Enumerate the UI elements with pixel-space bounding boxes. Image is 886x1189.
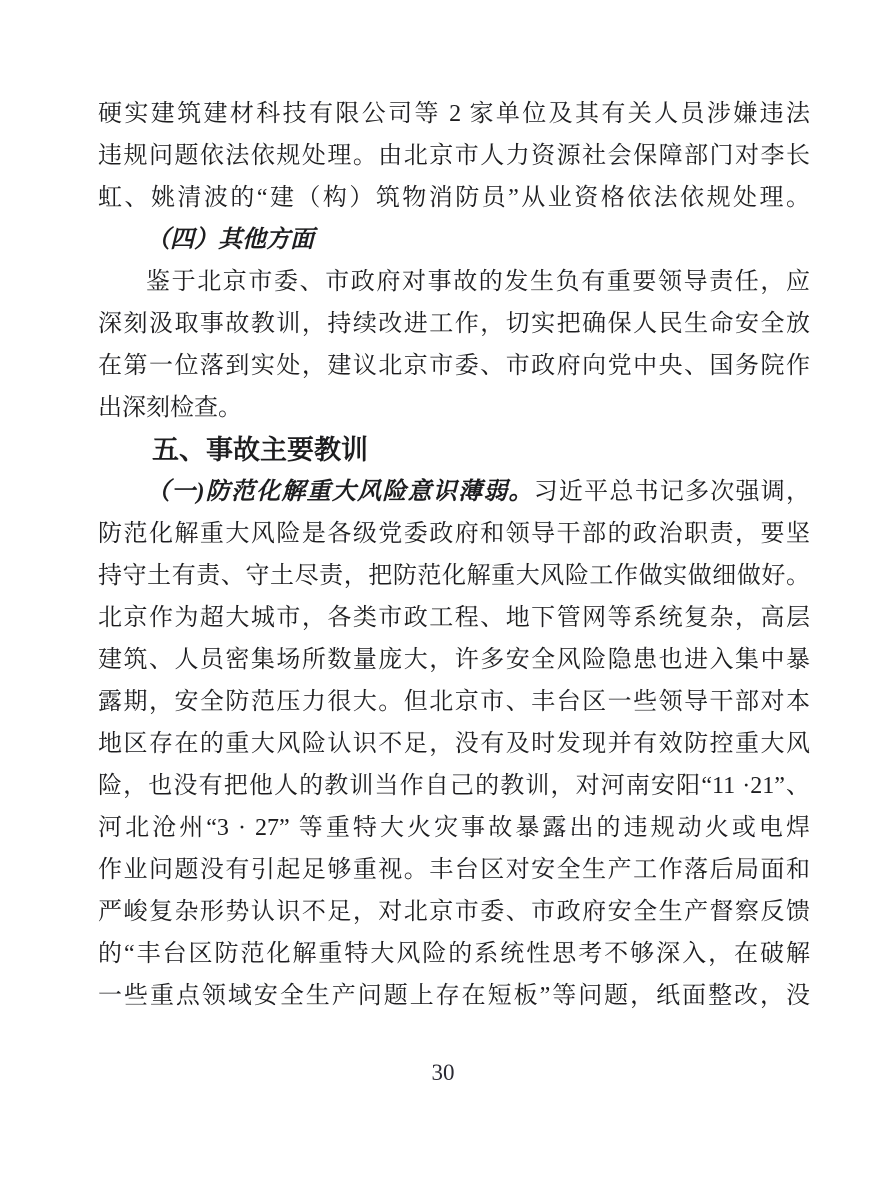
paragraph-continuation-penalties — [98, 93, 810, 219]
text-line: 的“丰台区防范化解重特大风险的系统性思考不够深入，在破解 — [98, 941, 810, 967]
text-line: （四）其他方面 — [146, 227, 314, 253]
text-line: 北京作为超大城市，各类市政工程、地下管网等系统复杂，高层 — [98, 605, 810, 631]
document-content — [98, 93, 810, 1017]
text-line: 防范化解重大风险是各级党委政府和领导干部的政治职责，要坚 — [98, 521, 810, 547]
text-line: 持守土有责、守土尽责，把防范化解重大风险工作做实做细做好。 — [98, 563, 810, 589]
text-line: 出深刻检查。 — [98, 395, 242, 421]
lesson-title-text: （一)防范化解重大风险意识薄弱。 — [146, 479, 534, 505]
chapter-heading-main-lessons — [98, 429, 810, 471]
text-line: 鉴于北京市委、市政府对事故的发生负有重要领导责任，应 — [146, 269, 810, 295]
text-line: 硬实建筑建材科技有限公司等 2 家单位及其有关人员涉嫌违法 — [98, 101, 810, 127]
text-line: 露期，安全防范压力很大。但北京市、丰台区一些领导干部对本 — [98, 689, 810, 715]
paragraph-lesson-1-risk-awareness — [98, 471, 810, 1017]
page-number: 30 — [431, 1060, 455, 1085]
text-line: 险，也没有把他人的教训当作自己的教训，对河南安阳“11 ·21”、 — [98, 773, 810, 799]
text-line: 一些重点领域安全生产问题上存在短板”等问题，纸面整改，没 — [98, 983, 810, 1009]
text-line: 建筑、人员密集场所数量庞大，许多安全风险隐患也进入集中暴 — [98, 647, 810, 673]
text-line: 深刻汲取事故教训，持续改进工作，切实把确保人民生命安全放 — [98, 311, 810, 337]
body-text: 习近平总书记多次强调， — [533, 479, 810, 505]
text-line: 地区存在的重大风险认识不足，没有及时发现并有效防控重大风 — [98, 731, 810, 757]
text-line: 严峻复杂形势认识不足，对北京市委、市政府安全生产督察反馈 — [98, 899, 810, 925]
paragraph-recommendation — [98, 261, 810, 429]
text-line: 五、事故主要教训 — [152, 435, 368, 465]
text-line: 河北沧州“3 · 27” 等重特大火灾事故暴露出的违规动火或电焊 — [98, 815, 810, 841]
subsection-heading-other-aspects — [98, 219, 810, 261]
text-line — [98, 471, 810, 513]
text-line: 违规问题依法依规处理。由北京市人力资源社会保障部门对李长 — [98, 143, 810, 169]
text-line: 作业问题没有引起足够重视。丰台区对安全生产工作落后局面和 — [98, 857, 810, 883]
text-line: 虹、姚清波的“建（构）筑物消防员”从业资格依法依规处理。 — [98, 185, 810, 211]
text-line: 在第一位落到实处，建议北京市委、市政府向党中央、国务院作 — [98, 353, 810, 379]
